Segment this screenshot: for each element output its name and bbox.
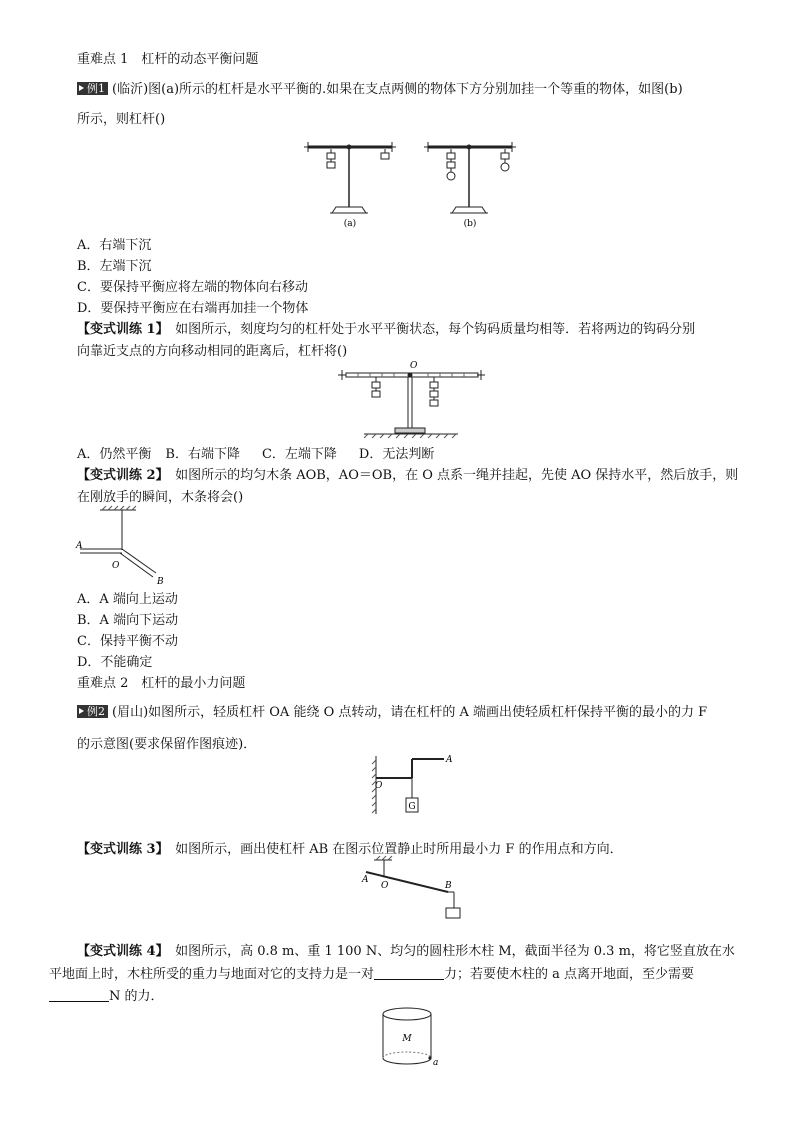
- example-2-line-1: [77, 705, 707, 721]
- variant-2-text: 如图所示的均匀木条 AOB，AO＝OB，在 O 点系一绳并挂起，先使 AO 保持水平，然后放手，则: [162, 468, 739, 483]
- variant-3-text: 如图所示，画出使杠杆 AB 在图示位置静止时所用最小力 F 的作用点和方向．: [162, 842, 623, 857]
- example-2-badge: [77, 705, 108, 718]
- example-2-figure: [366, 754, 466, 824]
- lever-b: [424, 142, 516, 213]
- fig-label-a: A: [76, 541, 83, 551]
- example-1-option-d: D．要保持平衡应在右端再加挂一个物体: [77, 301, 309, 316]
- play-triangle-icon: [79, 85, 84, 91]
- example-1-option-b: B．左端下沉: [77, 259, 152, 274]
- variant-2-label: 【变式训练 2】: [77, 468, 163, 483]
- variant-2-line-1: [77, 468, 738, 484]
- fig-label-o: O: [375, 781, 383, 791]
- answer-blank-1[interactable]: [374, 967, 444, 980]
- play-triangle-icon: [79, 708, 84, 714]
- fig-label-o: O: [381, 881, 389, 891]
- example-1-badge-label: 例1: [87, 82, 105, 95]
- variant-4-text-2b: 力；若要使木柱的 a 点离开地面，至少需要: [444, 967, 695, 982]
- variant-1-option-c: C．左端下降: [261, 447, 337, 462]
- answer-blank-2[interactable]: [49, 989, 109, 1002]
- variant-1-figure: [338, 360, 488, 440]
- variant-1-option-b: B．右端下降: [165, 447, 240, 462]
- variant-4-line-1: [77, 944, 735, 960]
- section-2-title: 重难点 2 杠杆的最小力问题: [77, 676, 246, 691]
- example-2-line-2: 的示意图(要求保留作图痕迹)．: [77, 737, 257, 752]
- variant-1-text: 如图所示，刻度均匀的杠杆处于水平平衡状态，每个钩码质量均相等．若将两边的钩码分别: [162, 322, 696, 337]
- fig-label-a: A: [362, 875, 369, 885]
- variant-1-option-d: D．无法判断: [358, 447, 435, 462]
- variant-2-option-d: D．不能确定: [77, 655, 153, 670]
- variant-2-figure: [76, 506, 176, 586]
- example-1-option-c: C．要保持平衡应将左端的物体向右移动: [77, 280, 308, 295]
- fig-label-b: B: [445, 881, 452, 891]
- variant-3-line: [77, 842, 623, 858]
- variant-4-text-2a: 平地面上时，木柱所受的重力与地面对它的支持力是一对: [49, 967, 375, 982]
- variant-4-line-2: [49, 967, 694, 983]
- fig-label-a: (a): [343, 219, 357, 229]
- variant-4-figure: [380, 1006, 450, 1070]
- variant-1-label: 【变式训练 1】: [77, 322, 163, 337]
- section-1-title: 重难点 1 杠杆的动态平衡问题: [77, 52, 259, 67]
- fig-label-a: a: [433, 1058, 439, 1068]
- example-2-text: (眉山)如图所示，轻质杠杆 OA 能绕 O 点转动，请在杠杆的 A 端画出使轻质杠杆保持平衡的最小的力 F: [112, 705, 708, 720]
- point-a-marker: [428, 1056, 431, 1059]
- fig-label-m: M: [402, 1034, 412, 1044]
- example-1-badge: [77, 82, 108, 95]
- variant-1-options: [77, 447, 434, 463]
- fig-label-o: O: [112, 561, 120, 571]
- example-1-figure: [300, 135, 530, 235]
- example-1-text: (临沂)图(a)所示的杠杆是水平平衡的.如果在支点两侧的物体下方分别加挂一个等重的物体，如图(b): [112, 82, 683, 97]
- fig-label-g: G: [408, 802, 416, 812]
- example-1-line-2: 所示，则杠杆(): [77, 112, 166, 127]
- variant-4-line-3: [49, 989, 164, 1005]
- variant-1-line-2: 向靠近支点的方向移动相同的距离后，杠杆将(): [77, 344, 348, 359]
- variant-3-label: 【变式训练 3】: [77, 842, 163, 857]
- variant-2-line-2: 在刚放手的瞬间，木条将会(): [77, 490, 244, 505]
- variant-2-option-c: C．保持平衡不动: [77, 634, 178, 649]
- fig-label-o: O: [410, 361, 418, 371]
- variant-3-figure: [360, 854, 470, 924]
- variant-1-line-1: [77, 322, 695, 338]
- fig-label-b: (b): [463, 219, 477, 229]
- example-2-badge-label: 例2: [87, 705, 105, 718]
- variant-2-option-b: B．A 端向下运动: [77, 613, 179, 628]
- variant-4-text-1: 如图所示，高 0.8 m、重 1 100 N、均匀的圆柱形木柱 M，截面半径为 0.3 m，将它竖直放在水: [162, 944, 735, 959]
- example-1-line-1: [77, 82, 683, 98]
- variant-4-label: 【变式训练 4】: [77, 944, 163, 959]
- variant-2-option-a: A．A 端向上运动: [77, 592, 178, 607]
- variant-4-text-3: N 的力．: [109, 989, 164, 1004]
- lever-a: [304, 142, 396, 213]
- example-1-option-a: A．右端下沉: [77, 238, 152, 253]
- fig-label-b: B: [157, 577, 164, 587]
- fig-label-a: A: [446, 755, 453, 765]
- variant-1-option-a: A．仍然平衡: [77, 447, 152, 462]
